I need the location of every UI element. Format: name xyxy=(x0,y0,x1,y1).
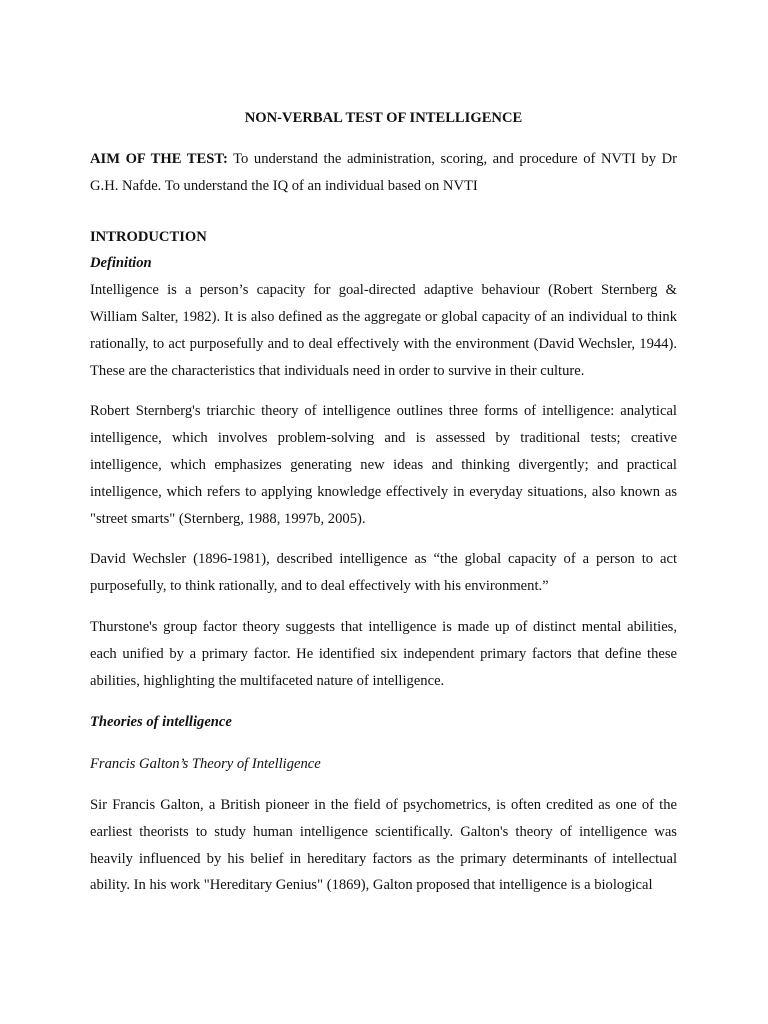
aim-text: To understand the administration, scoring, and procedure of NVTI by Dr G.H. Nafde. To understand the IQ of an individual based on NVTI xyxy=(90,151,677,194)
aim-label: AIM OF THE TEST: xyxy=(90,151,228,167)
sternberg-paragraph: Robert Sternberg's triarchic theory of intelligence outlines three forms of intelligence: analytical intelligence, which involves problem-solving and is assessed by traditional tests; creative intelligence, which emphasizes generating new ideas and thinking divergently; and practical intelligence, which refers to applying knowledge effectively in everyday situations, also known as "street smarts" (Sternberg, 1988, 1997b, 2005). xyxy=(90,403,677,527)
introduction-heading: INTRODUCTION xyxy=(90,228,207,245)
aim-paragraph xyxy=(90,146,677,200)
definition-heading: Definition xyxy=(90,255,152,272)
document-title: NON-VERBAL TEST OF INTELLIGENCE xyxy=(244,110,523,126)
thurstone-paragraph: Thurstone's group factor theory suggests that intelligence is made up of distinct mental abilities, each unified by a primary factor. He identified six independent primary factors that define these abilities, highlighting the multifaceted nature of intelligence. xyxy=(90,618,677,689)
galton-heading: Francis Galton’s Theory of Intelligence xyxy=(90,756,321,773)
theories-heading: Theories of intelligence xyxy=(90,714,232,731)
wechsler-paragraph: David Wechsler (1896-1981), described intelligence as “the global capacity of a person to act purposefully, to think rationally, and to deal effectively with his environment.” xyxy=(90,551,677,595)
definition-paragraph: Intelligence is a person’s capacity for goal-directed adaptive behaviour (Robert Sternberg & William Salter, 1982). It is also defined as the aggregate or global capacity of an individual to think rationally, to act purposefully and to deal effectively with the environment (David Wechsler, 1944). These are the characteristics that individuals need in order to survive in their culture. xyxy=(90,282,677,379)
document-page xyxy=(90,107,677,899)
galton-paragraph: Sir Francis Galton, a British pioneer in the field of psychometrics, is often credited as one of the earliest theorists to study human intelligence scientifically. Galton's theory of intelligence was heavily influenced by his belief in hereditary factors as the primary determinants of intellectual ability. In his work "Hereditary Genius" (1869), Galton proposed that intelligence is a biological xyxy=(90,796,677,894)
